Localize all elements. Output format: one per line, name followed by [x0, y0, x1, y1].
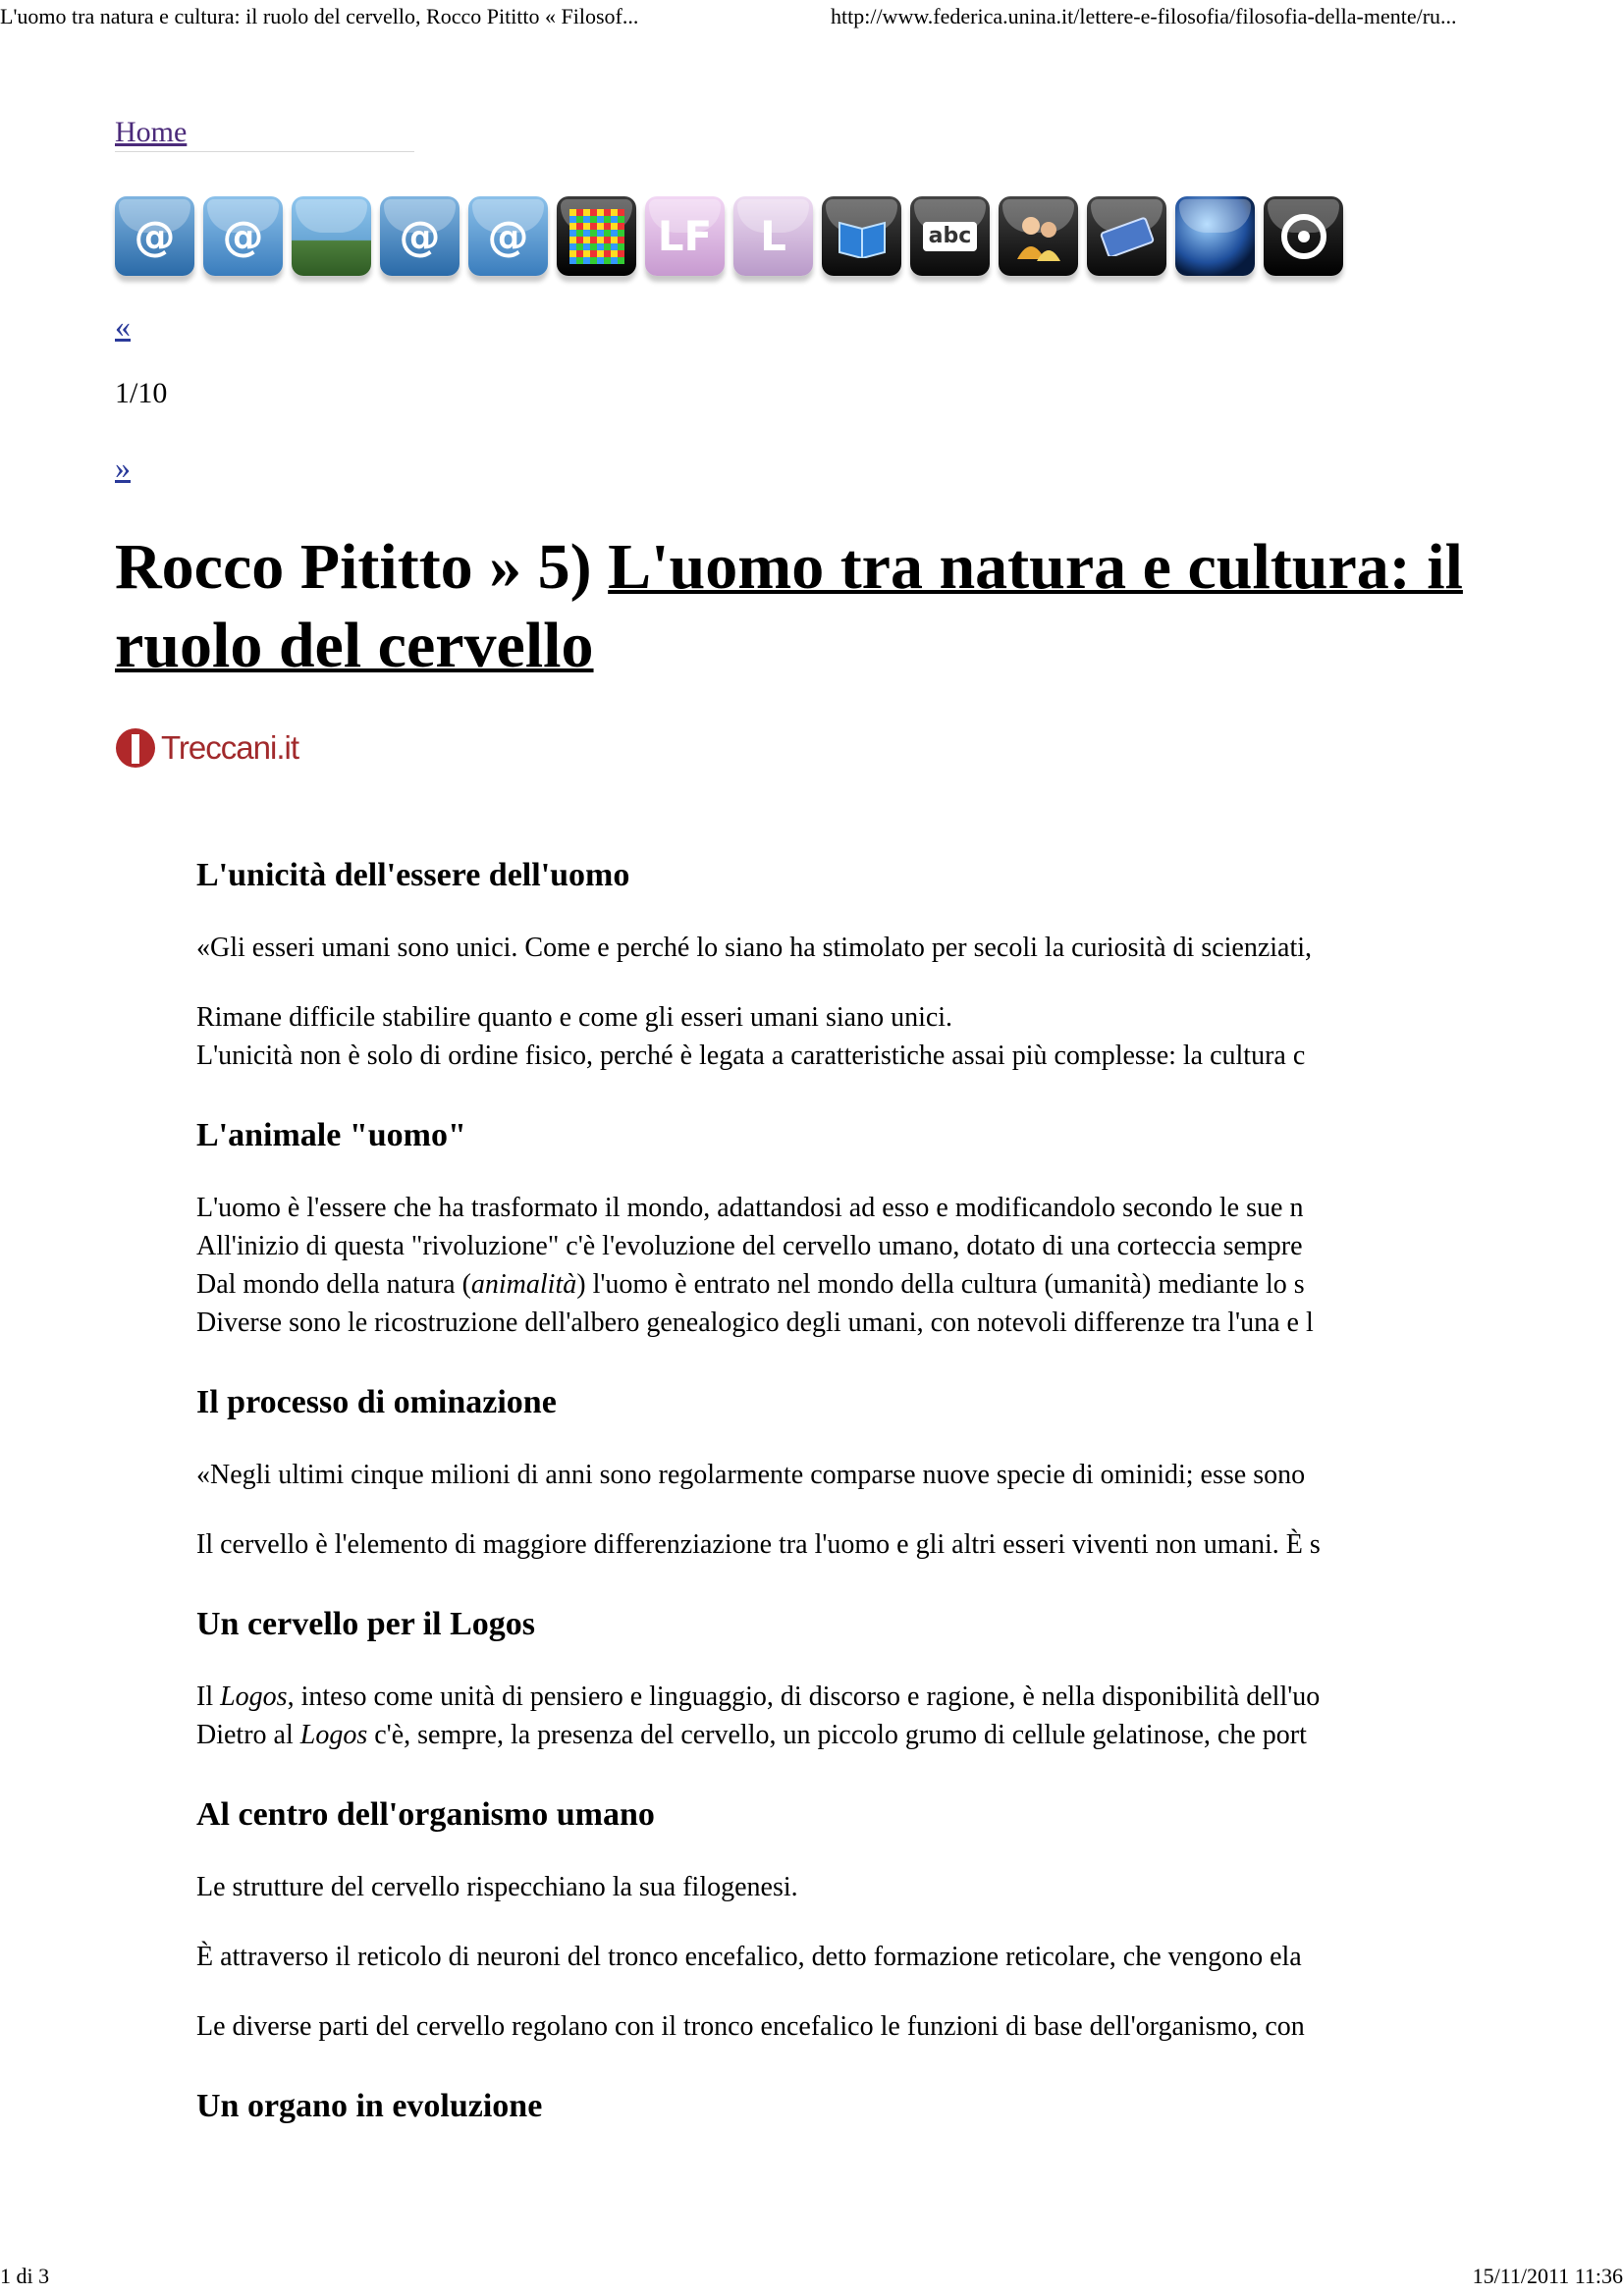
text-run: , inteso come unità di pensiero e linguaggio, di discorso e ragione, è nella disponibilità dell'uo: [287, 1682, 1321, 1712]
text-run: Dal mondo della natura (: [196, 1269, 471, 1300]
podcast-icon[interactable]: [1264, 196, 1343, 276]
treccani-logo[interactable]: [116, 728, 298, 768]
text-run: ) l'uomo è entrato nel mondo della cultura (umanità) mediante lo s: [576, 1269, 1305, 1300]
section-heading: Il processo di ominazione: [196, 1384, 557, 1420]
keyboard-shape: [1100, 217, 1155, 256]
print-footer: [0, 2264, 1623, 2293]
abc-icon[interactable]: abc: [910, 196, 990, 276]
people-shape: [1011, 212, 1066, 261]
paragraph: [196, 1678, 1509, 1716]
print-header: [0, 0, 1623, 33]
globe-icon[interactable]: [1175, 196, 1255, 276]
section-heading: Un organo in evoluzione: [196, 2088, 543, 2124]
book-shape: [836, 215, 889, 258]
previous-page-link[interactable]: «: [115, 308, 131, 344]
paragraph: Il cervello è l'elemento di maggiore differenziazione tra l'uomo e gli altri esseri viventi non umani. È s: [196, 1529, 1321, 1560]
federica-icon[interactable]: @: [115, 196, 194, 276]
paragraph: Le diverse parti del cervello regolano con il tronco encefalico le funzioni di base dell'organismo, con: [196, 2011, 1305, 2042]
page-title: [115, 528, 1509, 685]
keyboard-icon[interactable]: [1087, 196, 1166, 276]
emphasis: Logos: [220, 1682, 288, 1712]
federica-web-icon[interactable]: @: [468, 196, 548, 276]
print-page-number: 1 di 3: [0, 2264, 50, 2288]
home-link[interactable]: Home: [115, 116, 188, 148]
paragraph: Rimane difficile stabilire quanto e come gli esseri umani siano unici.: [196, 1002, 953, 1033]
next-page-link[interactable]: »: [115, 450, 131, 485]
paragraph: Le strutture del cervello rispecchiano la sua filogenesi.: [196, 1872, 798, 1902]
treccani-logo-text: Treccani.it: [161, 729, 298, 766]
paragraph: L'uomo è l'essere che ha trasformato il mondo, adattandosi ad esso e modificandolo secondo le sue n: [196, 1193, 1304, 1223]
lf-globe-icon[interactable]: L: [733, 196, 813, 276]
paragraph: «Negli ultimi cinque milioni di anni sono regolarmente comparse nuove specie di ominidi; esse sono: [196, 1460, 1306, 1490]
page-title-link[interactable]: L'uomo tra natura e cultura: il ruolo del cervello: [115, 531, 1463, 681]
section-heading: Un cervello per il Logos: [196, 1606, 535, 1642]
section-heading: Al centro dell'organismo umano: [196, 1796, 655, 1833]
section-heading: L'unicità dell'essere dell'uomo: [196, 857, 630, 893]
lf-icon[interactable]: LF: [645, 196, 725, 276]
section-heading: L'animale "uomo": [196, 1117, 466, 1153]
page-title-prefix: Rocco Pititto » 5): [115, 531, 609, 603]
print-page-title: L'uomo tra natura e cultura: il ruolo del cervello, Rocco Pititto « Filosof...: [0, 4, 639, 28]
emphasis: Logos: [299, 1720, 368, 1750]
emphasis: animalità: [470, 1269, 577, 1300]
podcast-ring: [1281, 214, 1326, 259]
article-content: [196, 854, 1509, 2128]
text-run: c'è, sempre, la presenza del cervello, un piccolo grumo di cellule gelatinose, che port: [367, 1720, 1307, 1750]
paragraph: [196, 1716, 1509, 1754]
paragraph: [196, 1265, 1509, 1304]
mosaic-pattern: [569, 209, 624, 264]
federica-ebook-icon[interactable]: @: [203, 196, 283, 276]
book-icon[interactable]: [822, 196, 901, 276]
text-run: Il: [196, 1682, 221, 1712]
qr-mosaic-icon[interactable]: [557, 196, 636, 276]
paragraph: «Gli esseri umani sono unici. Come e perché lo siano ha stimolato per secoli la curiosità di scienziati,: [196, 933, 1313, 963]
text-run: Dietro al: [196, 1720, 300, 1750]
treccani-logo-icon: [116, 728, 155, 768]
paragraph: Diverse sono le ricostruzione dell'albero genealogico degli umani, con notevoli differenze tra l'una e l: [196, 1308, 1314, 1338]
paragraph: È attraverso il reticolo di neuroni del tronco encefalico, detto formazione reticolare, che vengono ela: [196, 1942, 1302, 1972]
home-divider: [115, 151, 414, 152]
site-icon-bar: [115, 196, 1343, 287]
3d-campus-icon[interactable]: [292, 196, 371, 276]
page-counter: 1/10: [115, 377, 168, 409]
paragraph: L'unicità non è solo di ordine fisico, perché è legata a caratteristiche assai più complesse: la cultura c: [196, 1041, 1306, 1071]
print-page-url: http://www.federica.unina.it/lettere-e-filosofia/filosofia-della-mente/ru...: [831, 4, 1457, 28]
federica-compass-icon[interactable]: @: [380, 196, 460, 276]
people-icon[interactable]: [999, 196, 1078, 276]
print-datetime: 15/11/2011 11:36: [1472, 2264, 1623, 2288]
paragraph: All'inizio di questa "rivoluzione" c'è l'evoluzione del cervello umano, dotato di una corteccia sempre: [196, 1231, 1303, 1261]
